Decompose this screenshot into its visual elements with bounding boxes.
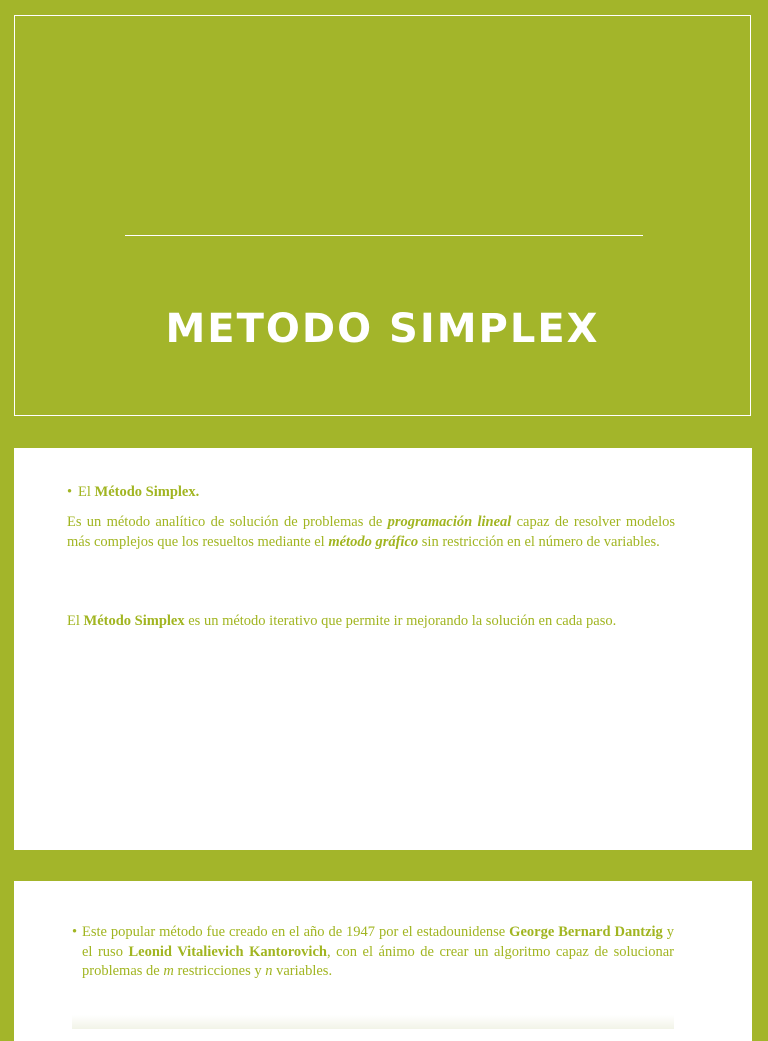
- cut-off-text-line: [72, 1015, 674, 1029]
- bold-term: Método Simplex: [83, 613, 185, 629]
- slide-title: METODO SIMPLEX: [165, 306, 600, 352]
- variable-m: m: [163, 963, 174, 979]
- title-divider: [125, 235, 643, 236]
- emphasis-term: programación lineal: [387, 514, 512, 530]
- slide-definition: [14, 448, 752, 850]
- variable-n: n: [265, 963, 273, 979]
- definition-paragraph: Es un método analítico de solución de problemas de programación lineal capaz de resolver modelos más complejos que los resueltos mediante el método gráfico sin restricción en el número de variables.: [67, 514, 675, 550]
- bullet-icon: •: [67, 484, 73, 500]
- person-name: Leonid Vitalievich Kantorovich: [128, 943, 327, 960]
- emphasis-term: método gráfico: [328, 533, 419, 550]
- bullet-paragraph: • El Método Simplex.: [67, 483, 677, 503]
- bold-term: Método Simplex.: [94, 484, 200, 500]
- title-slide: [14, 15, 751, 416]
- iterative-paragraph: El Método Simplex es un método iterativo que permite ir mejorando la solución en cada paso.: [67, 613, 617, 629]
- person-name: George Bernard Dantzig: [509, 924, 663, 940]
- slide-history: [14, 881, 752, 1041]
- history-paragraph: • Este popular método fue creado en el año de 1947 por el estadounidense George Bernard Dantzig y el ruso Leonid Vitalievich Kantorovich, con el ánimo de crear un algoritmo capaz de solucionar problemas de m restricciones y n variables.: [72, 924, 674, 979]
- bullet-icon: •: [72, 924, 78, 940]
